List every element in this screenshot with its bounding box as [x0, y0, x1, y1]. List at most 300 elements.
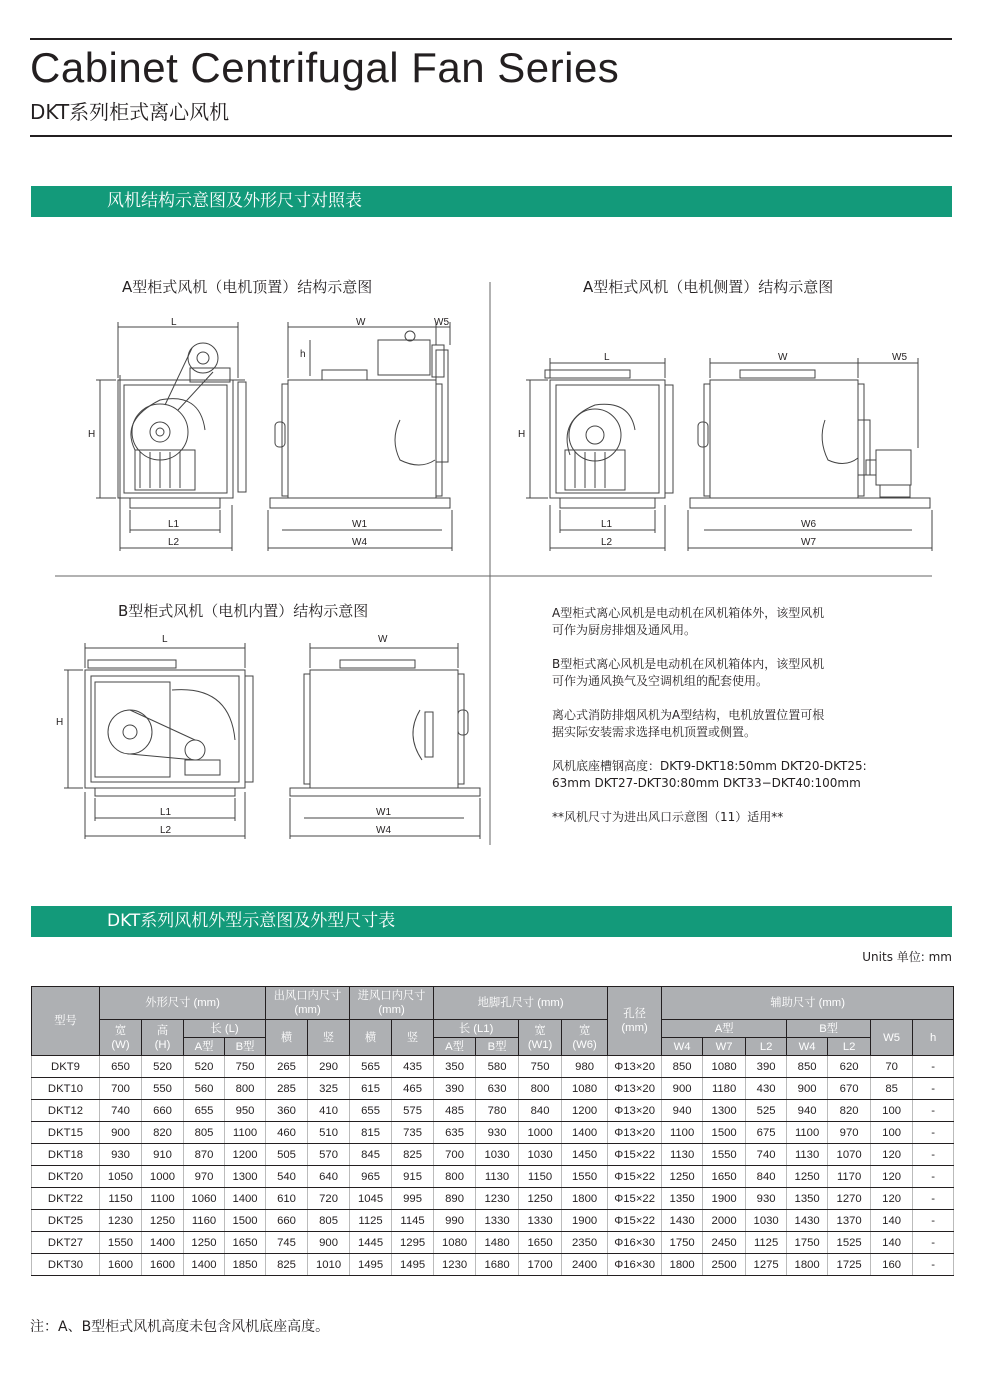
value-cell: 720 — [308, 1188, 350, 1210]
th-sub: B型 — [476, 1038, 519, 1056]
value-cell: 410 — [308, 1100, 350, 1122]
value-cell: 1300 — [225, 1166, 266, 1188]
value-cell: 140 — [871, 1210, 913, 1232]
value-cell: 1030 — [476, 1144, 519, 1166]
value-cell: Φ13×20 — [608, 1122, 662, 1144]
diagram-title-a-top: A型柜式风机（电机顶置）结构示意图 — [122, 278, 373, 296]
th-l1: 长 (L1) — [434, 1020, 519, 1038]
value-cell: 1900 — [703, 1188, 746, 1210]
section-title: 风机结构示意图及外形尺寸对照表 — [107, 191, 362, 211]
value-cell: 930 — [100, 1144, 142, 1166]
value-cell: 1150 — [519, 1166, 562, 1188]
value-cell: 1330 — [519, 1210, 562, 1232]
th-w5: W5 — [871, 1020, 913, 1056]
dim-label-h-small: h — [300, 349, 306, 360]
value-cell: Φ13×20 — [608, 1100, 662, 1122]
dim-label-w4: W4 — [352, 537, 367, 548]
dim-label-w: W — [778, 352, 788, 363]
value-cell: 1500 — [703, 1122, 746, 1144]
value-cell: 930 — [746, 1188, 787, 1210]
dim-label-l1: L1 — [601, 519, 613, 530]
dim-label-w1: W1 — [376, 807, 391, 818]
note-line: 据实际安装需求选择电机顶置或侧置。 — [552, 725, 757, 739]
value-cell: 505 — [266, 1144, 308, 1166]
value-cell: 840 — [519, 1100, 562, 1122]
value-cell: 1100 — [662, 1122, 703, 1144]
value-cell: 615 — [350, 1078, 392, 1100]
value-cell: 1445 — [350, 1232, 392, 1254]
value-cell: 1130 — [662, 1144, 703, 1166]
model-cell: DKT10 — [32, 1078, 100, 1100]
value-cell: 825 — [266, 1254, 308, 1276]
value-cell: 1250 — [519, 1188, 562, 1210]
value-cell: 1030 — [519, 1144, 562, 1166]
value-cell: 1725 — [828, 1254, 871, 1276]
a-top-side-view — [268, 322, 452, 551]
table-row — [32, 1166, 954, 1188]
dim-label-l: L — [171, 317, 177, 328]
value-cell: - — [913, 1232, 954, 1254]
value-cell: 1080 — [434, 1232, 476, 1254]
value-cell: 1800 — [562, 1188, 608, 1210]
value-cell: 1900 — [562, 1210, 608, 1232]
note-line: 风机底座槽钢高度：DKT9-DKT18:50mm DKT20-DKT25: — [552, 759, 867, 773]
value-cell: 1400 — [184, 1254, 225, 1276]
value-cell: 1400 — [225, 1188, 266, 1210]
b-inner-front-view — [64, 643, 253, 839]
th-inlet: 进风口内尺寸 (mm) — [350, 987, 434, 1020]
value-cell: 660 — [142, 1100, 184, 1122]
th-sub: W4 — [662, 1038, 703, 1056]
th-outlet-heng: 横 — [266, 1020, 308, 1056]
value-cell: - — [913, 1056, 954, 1078]
table-row — [32, 1144, 954, 1166]
dim-label-l: L — [162, 634, 168, 645]
value-cell: 1800 — [662, 1254, 703, 1276]
value-cell: 700 — [434, 1144, 476, 1166]
value-cell: 1160 — [184, 1210, 225, 1232]
th-h: 高 (H) — [142, 1020, 184, 1056]
value-cell: Φ15×22 — [608, 1166, 662, 1188]
value-cell: 630 — [476, 1078, 519, 1100]
value-cell: 1125 — [350, 1210, 392, 1232]
value-cell: 1700 — [519, 1254, 562, 1276]
dim-label-l2: L2 — [160, 825, 172, 836]
section-bar-table — [31, 906, 952, 937]
value-cell: 1250 — [662, 1166, 703, 1188]
value-cell: 1370 — [828, 1210, 871, 1232]
th-sub: W7 — [703, 1038, 746, 1056]
table-row — [32, 1210, 954, 1232]
value-cell: 560 — [184, 1078, 225, 1100]
value-cell: 485 — [434, 1100, 476, 1122]
value-cell: 1600 — [100, 1254, 142, 1276]
th-sub: B型 — [225, 1038, 266, 1056]
value-cell: 465 — [392, 1078, 434, 1100]
value-cell: 1130 — [787, 1144, 828, 1166]
value-cell: 1000 — [142, 1166, 184, 1188]
value-cell: Φ13×20 — [608, 1078, 662, 1100]
value-cell: 950 — [225, 1100, 266, 1122]
table-row — [32, 1078, 954, 1100]
model-cell: DKT15 — [32, 1122, 100, 1144]
value-cell: 160 — [871, 1254, 913, 1276]
value-cell: 360 — [266, 1100, 308, 1122]
value-cell: 940 — [787, 1100, 828, 1122]
value-cell: 520 — [184, 1056, 225, 1078]
value-cell: 800 — [434, 1166, 476, 1188]
value-cell: 970 — [184, 1166, 225, 1188]
value-cell: 740 — [746, 1144, 787, 1166]
value-cell: 1495 — [350, 1254, 392, 1276]
value-cell: 870 — [184, 1144, 225, 1166]
th-outlet-shu: 竖 — [308, 1020, 350, 1056]
value-cell: 1400 — [142, 1232, 184, 1254]
th-w: 宽 (W) — [100, 1020, 142, 1056]
value-cell: 1350 — [787, 1188, 828, 1210]
value-cell: 1430 — [662, 1210, 703, 1232]
value-cell: 900 — [787, 1078, 828, 1100]
value-cell: Φ15×22 — [608, 1188, 662, 1210]
value-cell: 610 — [266, 1188, 308, 1210]
value-cell: - — [913, 1166, 954, 1188]
model-cell: DKT20 — [32, 1166, 100, 1188]
value-cell: 700 — [100, 1078, 142, 1100]
value-cell: 800 — [519, 1078, 562, 1100]
value-cell: 670 — [828, 1078, 871, 1100]
value-cell: 740 — [100, 1100, 142, 1122]
value-cell: 915 — [392, 1166, 434, 1188]
value-cell: 1150 — [100, 1188, 142, 1210]
th-hh: h — [913, 1020, 954, 1056]
value-cell: 1495 — [392, 1254, 434, 1276]
value-cell: 1800 — [787, 1254, 828, 1276]
value-cell: 1295 — [392, 1232, 434, 1254]
value-cell: 995 — [392, 1188, 434, 1210]
dim-label-h: H — [518, 429, 526, 440]
table-row — [32, 1188, 954, 1210]
value-cell: 1050 — [100, 1166, 142, 1188]
value-cell: 850 — [662, 1056, 703, 1078]
th-w1: 宽 (W1) — [519, 1020, 562, 1056]
value-cell: 1180 — [703, 1078, 746, 1100]
spec-table — [31, 986, 954, 1276]
value-cell: 2350 — [562, 1232, 608, 1254]
value-cell: 2450 — [703, 1232, 746, 1254]
dim-label-w5: W5 — [892, 352, 907, 363]
value-cell: 780 — [476, 1100, 519, 1122]
value-cell: 910 — [142, 1144, 184, 1166]
value-cell: 2000 — [703, 1210, 746, 1232]
value-cell: 1125 — [746, 1232, 787, 1254]
value-cell: 805 — [184, 1122, 225, 1144]
value-cell: 1525 — [828, 1232, 871, 1254]
th-aux: 辅助尺寸 (mm) — [662, 987, 954, 1020]
value-cell: 2400 — [562, 1254, 608, 1276]
value-cell: 800 — [225, 1078, 266, 1100]
value-cell: 2500 — [703, 1254, 746, 1276]
value-cell: - — [913, 1254, 954, 1276]
value-cell: 850 — [787, 1056, 828, 1078]
value-cell: - — [913, 1210, 954, 1232]
value-cell: 1350 — [662, 1188, 703, 1210]
value-cell: 845 — [350, 1144, 392, 1166]
th-len: 长 (L) — [184, 1020, 266, 1038]
value-cell: Φ15×22 — [608, 1210, 662, 1232]
model-cell: DKT30 — [32, 1254, 100, 1276]
value-cell: 825 — [392, 1144, 434, 1166]
value-cell: 1030 — [746, 1210, 787, 1232]
notes-block — [552, 605, 867, 826]
value-cell: 520 — [142, 1056, 184, 1078]
value-cell: 1400 — [562, 1122, 608, 1144]
table-row — [32, 1232, 954, 1254]
th-sub: W4 — [787, 1038, 828, 1056]
value-cell: 1250 — [787, 1166, 828, 1188]
dim-label-w5: W5 — [434, 317, 449, 328]
value-cell: 120 — [871, 1188, 913, 1210]
value-cell: 675 — [746, 1122, 787, 1144]
value-cell: 1680 — [476, 1254, 519, 1276]
model-cell: DKT25 — [32, 1210, 100, 1232]
value-cell: 1750 — [787, 1232, 828, 1254]
value-cell: 620 — [828, 1056, 871, 1078]
value-cell: 1100 — [225, 1122, 266, 1144]
value-cell: 900 — [100, 1122, 142, 1144]
value-cell: 325 — [308, 1078, 350, 1100]
value-cell: 970 — [828, 1122, 871, 1144]
table-row — [32, 1254, 954, 1276]
value-cell: 1010 — [308, 1254, 350, 1276]
value-cell: Φ13×20 — [608, 1056, 662, 1078]
value-cell: 390 — [746, 1056, 787, 1078]
model-cell: DKT18 — [32, 1144, 100, 1166]
th-outer: 外形尺寸 (mm) — [100, 987, 266, 1020]
value-cell: 890 — [434, 1188, 476, 1210]
value-cell: 1250 — [142, 1210, 184, 1232]
dim-label-h: H — [56, 717, 64, 728]
value-cell: 1130 — [476, 1166, 519, 1188]
model-cell: DKT27 — [32, 1232, 100, 1254]
value-cell: 1550 — [703, 1144, 746, 1166]
dim-label-l1: L1 — [160, 807, 172, 818]
note-line: **风机尺寸为进出风口示意图（11）适用** — [552, 810, 784, 824]
value-cell: Φ16×30 — [608, 1232, 662, 1254]
dim-label-l2: L2 — [601, 537, 613, 548]
dim-label-l2: L2 — [168, 537, 180, 548]
value-cell: 550 — [142, 1078, 184, 1100]
page-title: Cabinet Centrifugal Fan Series — [30, 44, 620, 91]
th-w6: 宽 (W6) — [562, 1020, 608, 1056]
value-cell: 1100 — [787, 1122, 828, 1144]
value-cell: - — [913, 1122, 954, 1144]
th-outlet: 出风口内尺寸 (mm) — [266, 987, 350, 1020]
value-cell: 1230 — [434, 1254, 476, 1276]
value-cell: 1230 — [100, 1210, 142, 1232]
value-cell: 1300 — [703, 1100, 746, 1122]
value-cell: 900 — [662, 1078, 703, 1100]
value-cell: 650 — [100, 1056, 142, 1078]
value-cell: 1170 — [828, 1166, 871, 1188]
th-inlet-shu: 竖 — [392, 1020, 434, 1056]
dim-label-w: W — [356, 317, 366, 328]
value-cell: 1080 — [562, 1078, 608, 1100]
value-cell: 815 — [350, 1122, 392, 1144]
value-cell: 1600 — [142, 1254, 184, 1276]
page-subtitle: DKT系列柜式离心风机 — [30, 100, 230, 124]
value-cell: - — [913, 1100, 954, 1122]
value-cell: 350 — [434, 1056, 476, 1078]
a-top-front-view — [96, 322, 246, 551]
model-cell: DKT22 — [32, 1188, 100, 1210]
value-cell: 100 — [871, 1100, 913, 1122]
value-cell: 840 — [746, 1166, 787, 1188]
value-cell: 1230 — [476, 1188, 519, 1210]
value-cell: 1850 — [225, 1254, 266, 1276]
value-cell: 655 — [184, 1100, 225, 1122]
model-cell: DKT9 — [32, 1056, 100, 1078]
value-cell: 435 — [392, 1056, 434, 1078]
value-cell: 1450 — [562, 1144, 608, 1166]
value-cell: 745 — [266, 1232, 308, 1254]
value-cell: 390 — [434, 1078, 476, 1100]
value-cell: - — [913, 1188, 954, 1210]
value-cell: 565 — [350, 1056, 392, 1078]
value-cell: 1750 — [662, 1232, 703, 1254]
dim-label-w4: W4 — [376, 825, 391, 836]
value-cell: 120 — [871, 1144, 913, 1166]
value-cell: 1060 — [184, 1188, 225, 1210]
value-cell: 120 — [871, 1166, 913, 1188]
dim-label-w7: W7 — [801, 537, 816, 548]
table-row — [32, 1122, 954, 1144]
value-cell: 1250 — [184, 1232, 225, 1254]
value-cell: 735 — [392, 1122, 434, 1144]
note-line: 63mm DKT27-DKT30:80mm DKT33−DKT40:100mm — [552, 776, 861, 790]
section-title: DKT系列风机外型示意图及外型尺寸表 — [107, 911, 396, 931]
value-cell: 525 — [746, 1100, 787, 1122]
diagram-title-a-side: A型柜式风机（电机侧置）结构示意图 — [583, 278, 834, 296]
note-line: 可作为通风换气及空调机组的配套使用。 — [552, 674, 769, 688]
value-cell: 660 — [266, 1210, 308, 1232]
value-cell: 1000 — [519, 1122, 562, 1144]
value-cell: 635 — [434, 1122, 476, 1144]
th-hole: 孔径 (mm) — [608, 987, 662, 1056]
spec-table-body — [32, 1056, 954, 1276]
value-cell: 940 — [662, 1100, 703, 1122]
value-cell: 100 — [871, 1122, 913, 1144]
value-cell: 85 — [871, 1078, 913, 1100]
value-cell: 1330 — [476, 1210, 519, 1232]
value-cell: 820 — [828, 1100, 871, 1122]
dim-label-h: H — [88, 429, 96, 440]
model-cell: DKT12 — [32, 1100, 100, 1122]
value-cell: 1650 — [225, 1232, 266, 1254]
value-cell: 1270 — [828, 1188, 871, 1210]
value-cell: 750 — [225, 1056, 266, 1078]
value-cell: 575 — [392, 1100, 434, 1122]
dim-label-l: L — [604, 352, 610, 363]
value-cell: 990 — [434, 1210, 476, 1232]
value-cell: 140 — [871, 1232, 913, 1254]
value-cell: 805 — [308, 1210, 350, 1232]
th-sub: A型 — [434, 1038, 476, 1056]
th-inlet-heng: 横 — [350, 1020, 392, 1056]
value-cell: 1200 — [562, 1100, 608, 1122]
value-cell: 290 — [308, 1056, 350, 1078]
value-cell: Φ15×22 — [608, 1144, 662, 1166]
value-cell: 540 — [266, 1166, 308, 1188]
units-label: Units 单位: mm — [862, 950, 952, 964]
th-sub: A型 — [184, 1038, 225, 1056]
a-side-front-view — [526, 358, 673, 551]
note-line: 离心式消防排烟风机为A型结构，电机放置位置可根 — [552, 708, 825, 722]
value-cell: 930 — [476, 1122, 519, 1144]
value-cell: 640 — [308, 1166, 350, 1188]
value-cell: 1550 — [100, 1232, 142, 1254]
value-cell: 1080 — [703, 1056, 746, 1078]
value-cell: 1200 — [225, 1144, 266, 1166]
value-cell: 1430 — [787, 1210, 828, 1232]
note-line: B型柜式离心风机是电动机在风机箱体内，该型风机 — [552, 657, 825, 671]
value-cell: 820 — [142, 1122, 184, 1144]
value-cell: 580 — [476, 1056, 519, 1078]
value-cell: 1480 — [476, 1232, 519, 1254]
value-cell: 750 — [519, 1056, 562, 1078]
value-cell: 510 — [308, 1122, 350, 1144]
value-cell: 1045 — [350, 1188, 392, 1210]
value-cell: 655 — [350, 1100, 392, 1122]
value-cell: 1100 — [142, 1188, 184, 1210]
value-cell: 460 — [266, 1122, 308, 1144]
th-sub: L2 — [746, 1038, 787, 1056]
value-cell: 430 — [746, 1078, 787, 1100]
value-cell: - — [913, 1144, 954, 1166]
th-foot: 地脚孔尺寸 (mm) — [434, 987, 608, 1020]
table-row — [32, 1100, 954, 1122]
value-cell: 980 — [562, 1056, 608, 1078]
value-cell: 1550 — [562, 1166, 608, 1188]
diagram-title-b-inner: B型柜式风机（电机内置）结构示意图 — [118, 602, 369, 620]
value-cell: 1650 — [703, 1166, 746, 1188]
th-model: 型号 — [32, 987, 100, 1056]
dim-label-w6: W6 — [801, 519, 816, 530]
table-row — [32, 1056, 954, 1078]
dim-label-w1: W1 — [352, 519, 367, 530]
dim-label-l1: L1 — [168, 519, 180, 530]
value-cell: 900 — [308, 1232, 350, 1254]
value-cell: 285 — [266, 1078, 308, 1100]
value-cell: 1650 — [519, 1232, 562, 1254]
value-cell: 1070 — [828, 1144, 871, 1166]
value-cell: 570 — [308, 1144, 350, 1166]
footnote: 注：A、B型柜式风机高度未包含风机底座高度。 — [30, 1319, 330, 1335]
th-btype: B型 — [787, 1020, 871, 1038]
value-cell: Φ16×30 — [608, 1254, 662, 1276]
note-line: A型柜式离心风机是电动机在风机箱体外，该型风机 — [552, 606, 825, 620]
note-line: 可作为厨房排烟及通风用。 — [552, 623, 697, 637]
th-sub: L2 — [828, 1038, 871, 1056]
value-cell: - — [913, 1078, 954, 1100]
value-cell: 1145 — [392, 1210, 434, 1232]
value-cell: 265 — [266, 1056, 308, 1078]
value-cell: 70 — [871, 1056, 913, 1078]
value-cell: 1275 — [746, 1254, 787, 1276]
value-cell: 965 — [350, 1166, 392, 1188]
dim-label-w: W — [378, 634, 388, 645]
th-atype: A型 — [662, 1020, 787, 1038]
value-cell: 1500 — [225, 1210, 266, 1232]
